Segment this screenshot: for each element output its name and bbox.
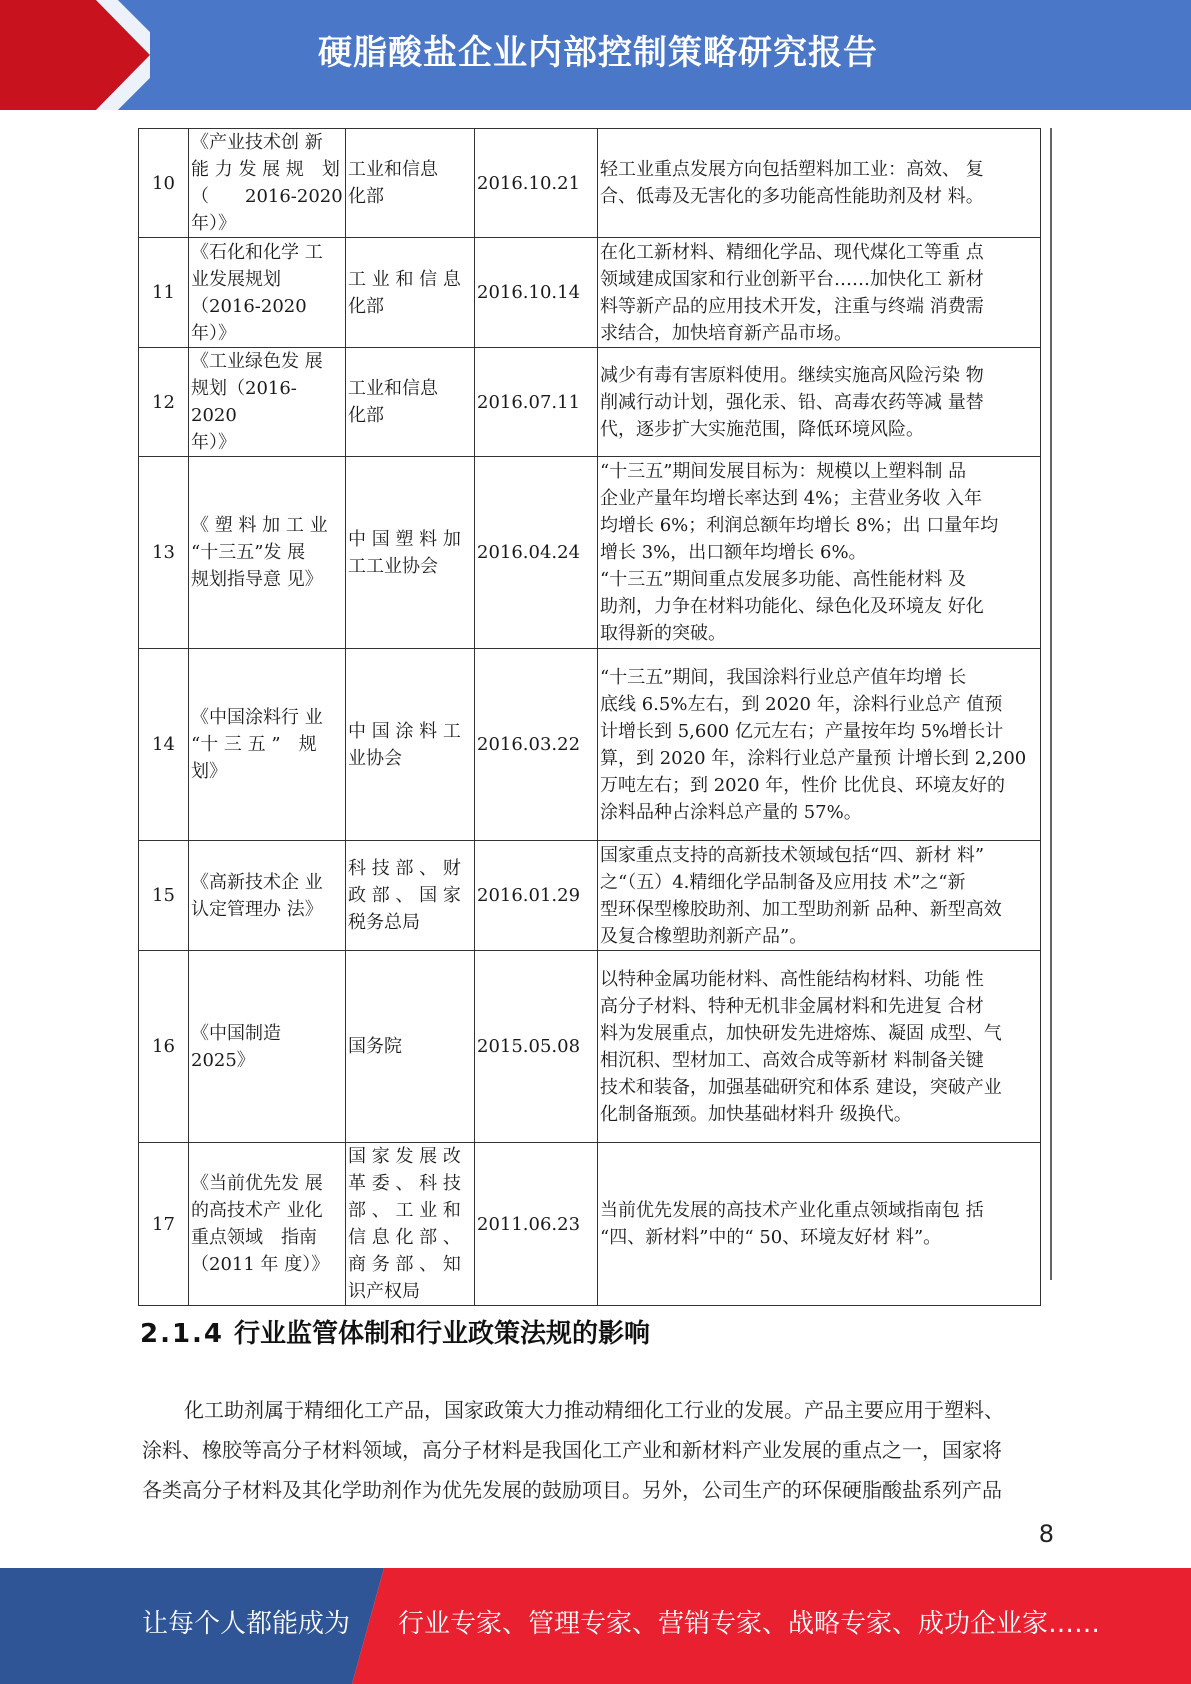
issuing-dept-cell-line: 国务院 bbox=[348, 1036, 402, 1057]
policy-content-cell-line: 涂料品种占涂料总产量的 57%。 bbox=[600, 801, 862, 823]
issuing-dept-cell bbox=[346, 649, 475, 841]
issuing-dept-cell bbox=[346, 1143, 475, 1306]
policy-content-cell-line: 取得新的突破。 bbox=[600, 623, 726, 644]
issuing-dept-cell-line: 工业和信息 bbox=[348, 378, 438, 399]
page-footer bbox=[0, 1568, 1191, 1684]
policy-content-cell-line: 轻工业重点发展方向包括塑料加工业：高效、 复 bbox=[600, 159, 984, 180]
policy-name-cell bbox=[189, 129, 346, 238]
page-header bbox=[0, 0, 1191, 110]
policy-name-cell-line: 《石化和化学 工 bbox=[191, 241, 323, 263]
policy-name-cell-line: 年）》 bbox=[191, 213, 236, 234]
policy-content-cell-line: 料为发展重点，加快研发先进熔炼、凝固 成型、气 bbox=[600, 1022, 1002, 1044]
policy-content-cell-line: 型环保型橡胶助剂、加工型助剂新 品种、新型高效 bbox=[600, 898, 1002, 920]
issuing-dept-cell-line: 化部 bbox=[348, 295, 384, 317]
row-number-cell: 11 bbox=[139, 238, 189, 348]
policy-name-cell-line: 《中国制造 bbox=[191, 1022, 281, 1044]
policy-content-cell-line: 企业产量年均增长率达到 4%；主营业务收 入年 bbox=[600, 488, 982, 509]
policy-content-cell bbox=[598, 348, 1041, 457]
policy-content-cell-line: “四、新材料”中的“ 50、环境友好材 料”。 bbox=[600, 1227, 942, 1248]
policy-name-cell-line: （2011 年 度）》 bbox=[191, 1254, 330, 1275]
report-title: 硬脂酸盐企业内部控制策略研究报告 bbox=[318, 33, 878, 73]
policy-name-cell bbox=[189, 649, 346, 841]
policy-name-cell-line: 《中国涂料行 业 bbox=[191, 707, 323, 728]
issuing-dept-cell bbox=[346, 951, 475, 1143]
issue-date-cell: 2016.10.21 bbox=[475, 129, 598, 238]
issuing-dept-cell bbox=[346, 841, 475, 951]
row-number-cell: 12 bbox=[139, 348, 189, 457]
policy-name-cell-line: 业发展规划 bbox=[191, 268, 281, 290]
policy-content-cell-line: 底线 6.5%左右，到 2020 年，涂料行业总产 值预 bbox=[600, 693, 1003, 715]
row-number-cell: 15 bbox=[139, 841, 189, 951]
policy-content-cell-line: 当前优先发展的高技术产业化重点领域指南包 括 bbox=[600, 1200, 984, 1221]
table-row bbox=[139, 649, 1041, 841]
row-number-cell: 16 bbox=[139, 951, 189, 1143]
table-row bbox=[139, 129, 1041, 238]
policy-name-cell-line: 年）》 bbox=[191, 432, 236, 453]
policy-content-cell-line: 减少有毒有害原料使用。继续实施高风险污染 物 bbox=[600, 364, 984, 386]
policy-content-cell-line: “十三五”期间，我国涂料行业总产值年均增 长 bbox=[600, 666, 967, 688]
issuing-dept-cell-line: 政 部 、 国 家 bbox=[348, 885, 461, 906]
policy-content-cell-line: 求结合，加快培育新产品市场。 bbox=[600, 322, 852, 344]
policy-name-cell-line: 《工业绿色发 展 bbox=[191, 351, 323, 372]
policy-name-cell-line: “十三五”发 展 bbox=[191, 542, 306, 563]
policy-name-cell bbox=[189, 951, 346, 1143]
policy-name-cell-line: 认定管理办 法》 bbox=[191, 898, 323, 920]
section-title: 行业监管体制和行业政策法规的影响 bbox=[234, 1319, 651, 1349]
policy-content-cell-line: 在化工新材料、精细化学品、现代煤化工等重 点 bbox=[600, 241, 984, 263]
issue-date-cell: 2011.06.23 bbox=[475, 1143, 598, 1306]
issuing-dept-cell-line: 识产权局 bbox=[348, 1281, 420, 1302]
issuing-dept-cell-line: 科 技 部 、 财 bbox=[348, 858, 461, 879]
table-row bbox=[139, 238, 1041, 348]
policy-content-cell-line: 化制备瓶颈。加快基础材料升 级换代。 bbox=[600, 1103, 912, 1125]
policy-content-cell-line: 计增长到 5,600 亿元左右；产量按年均 5%增长计 bbox=[600, 720, 1004, 742]
policy-name-cell-line: 规划指导意 见》 bbox=[191, 569, 323, 590]
paragraph-line: 化工助剂属于精细化工产品，国家政策大力推动精细化工行业的发展。产品主要应用于塑料、 bbox=[184, 1398, 1004, 1422]
paragraph-line: 各类高分子材料及其化学助剂作为优先发展的鼓励项目。另外，公司生产的环保硬脂酸盐系列产品 bbox=[142, 1478, 1002, 1502]
policy-content-cell-line: “十三五”期间发展目标为：规模以上塑料制 品 bbox=[600, 461, 967, 482]
table-row bbox=[139, 348, 1041, 457]
footer-slogan-right: 行业专家、管理专家、营销专家、战略专家、成功企业家…… bbox=[398, 1609, 1101, 1639]
issuing-dept-cell-line: 工工业协会 bbox=[348, 555, 438, 577]
row-number-cell: 17 bbox=[139, 1143, 189, 1306]
footer-slogan-left: 让每个人都能成为 bbox=[142, 1609, 351, 1639]
issuing-dept-cell-line: 革 委 、 科 技 bbox=[348, 1173, 461, 1194]
table-row bbox=[139, 841, 1041, 951]
policy-name-cell bbox=[189, 841, 346, 951]
policy-name-cell bbox=[189, 238, 346, 348]
issuing-dept-cell-line: 中 国 涂 料 工 bbox=[348, 720, 461, 742]
policy-name-cell-line: 《产业技术创 新 bbox=[191, 132, 323, 153]
issue-date-cell: 2015.05.08 bbox=[475, 951, 598, 1143]
issue-date-cell: 2016.10.14 bbox=[475, 238, 598, 348]
policy-name-cell-line: 规划（2016- 2020 bbox=[191, 378, 297, 426]
policy-name-cell-line: 《 塑 料 加 工 业 bbox=[191, 515, 328, 536]
table-row bbox=[139, 457, 1041, 649]
issue-date-cell: 2016.03.22 bbox=[475, 649, 598, 841]
policy-table bbox=[138, 128, 1041, 1306]
policy-content-cell-line: 之“（五）4.精细化学品制备及应用技 术”之“新 bbox=[600, 871, 966, 893]
policy-name-cell-line: “十 三 五 ” 规 bbox=[191, 734, 317, 755]
header-arrow-decoration bbox=[0, 0, 150, 110]
issuing-dept-cell bbox=[346, 348, 475, 457]
issuing-dept-cell-line: 国 家 发 展 改 bbox=[348, 1146, 461, 1167]
issue-date-cell: 2016.07.11 bbox=[475, 348, 598, 457]
section-number: 2.1.4 bbox=[140, 1319, 225, 1349]
policy-content-cell-line: 料等新产品的应用技术开发，注重与终端 消费需 bbox=[600, 295, 984, 317]
policy-content-cell bbox=[598, 649, 1041, 841]
policy-content-cell-line: 均增长 6%；利润总额年均增长 8%；出 口量年均 bbox=[600, 515, 999, 536]
issuing-dept-cell bbox=[346, 238, 475, 348]
policy-content-cell-line: 万吨左右；到 2020 年，性价 比优良、环境友好的 bbox=[600, 774, 1005, 796]
paragraph-line: 涂料、橡胶等高分子材料领域，高分子材料是我国化工产业和新材料产业发展的重点之一，国家将 bbox=[142, 1438, 1002, 1462]
policy-name-cell-line: （2016-2020 bbox=[191, 295, 307, 317]
policy-content-cell-line: 国家重点支持的高新技术领域包括“四、新材 料” bbox=[600, 844, 985, 866]
row-number-cell: 14 bbox=[139, 649, 189, 841]
policy-name-cell bbox=[189, 457, 346, 649]
issuing-dept-cell-line: 中 国 塑 料 加 bbox=[348, 528, 461, 550]
issuing-dept-cell-line: 商 务 部 、 知 bbox=[348, 1254, 461, 1275]
issuing-dept-cell-line: 业协会 bbox=[348, 747, 402, 769]
policy-name-cell-line: 《当前优先发 展 bbox=[191, 1173, 323, 1194]
policy-content-cell-line: 高分子材料、特种无机非金属材料和先进复 合材 bbox=[600, 995, 984, 1017]
table-row bbox=[139, 951, 1041, 1143]
policy-name-cell-line: （ 2016-2020 bbox=[191, 186, 343, 207]
policy-content-cell-line: 以特种金属功能材料、高性能结构材料、功能 性 bbox=[600, 968, 984, 990]
policy-name-cell bbox=[189, 348, 346, 457]
policy-content-cell bbox=[598, 841, 1041, 951]
policy-content-cell bbox=[598, 238, 1041, 348]
section-paragraph bbox=[142, 1390, 1048, 1510]
policy-content-cell-line: 算，到 2020 年，涂料行业总产量预 计增长到 2,200 bbox=[600, 747, 1027, 769]
policy-content-cell bbox=[598, 457, 1041, 649]
issuing-dept-cell bbox=[346, 129, 475, 238]
section-heading bbox=[140, 1314, 650, 1354]
policy-name-cell-line: 《高新技术企 业 bbox=[191, 871, 323, 893]
policy-name-cell-line: 划》 bbox=[191, 761, 227, 782]
policy-content-cell-line: 相沉积、型材加工、高效合成等新材 料制备关键 bbox=[600, 1049, 984, 1071]
policy-name-cell-line: 能 力 发 展 规 划 bbox=[191, 159, 340, 180]
issuing-dept-cell-line: 部 、 工 业 和 bbox=[348, 1200, 461, 1221]
issuing-dept-cell bbox=[346, 457, 475, 649]
row-number-cell: 10 bbox=[139, 129, 189, 238]
policy-content-cell-line: 合、低毒及无害化的多功能高性能助剂及材 料。 bbox=[600, 186, 984, 207]
policy-content-cell-line: 助剂，力争在材料功能化、绿色化及环境友 好化 bbox=[600, 596, 984, 617]
issuing-dept-cell-line: 化部 bbox=[348, 186, 384, 207]
policy-content-cell bbox=[598, 129, 1041, 238]
table-right-border bbox=[1050, 128, 1052, 1280]
issuing-dept-cell-line: 化部 bbox=[348, 405, 384, 426]
policy-name-cell-line: 2025》 bbox=[191, 1049, 255, 1071]
policy-name-cell bbox=[189, 1143, 346, 1306]
policy-content-cell-line: 领域建成国家和行业创新平台……加快化工 新材 bbox=[600, 268, 984, 290]
issuing-dept-cell-line: 工业和信息 bbox=[348, 159, 438, 180]
issue-date-cell: 2016.01.29 bbox=[475, 841, 598, 951]
policy-content-cell-line: “十三五”期间重点发展多功能、高性能材料 及 bbox=[600, 569, 967, 590]
table-row bbox=[139, 1143, 1041, 1306]
policy-content-cell-line: 及复合橡塑助剂新产品”。 bbox=[600, 925, 808, 947]
policy-content-cell-line: 削减行动计划，强化汞、铅、高毒农药等减 量替 bbox=[600, 391, 984, 413]
policy-content-cell bbox=[598, 1143, 1041, 1306]
issuing-dept-cell-line: 工 业 和 信 息 bbox=[348, 268, 461, 290]
issue-date-cell: 2016.04.24 bbox=[475, 457, 598, 649]
policy-content-cell bbox=[598, 951, 1041, 1143]
row-number-cell: 13 bbox=[139, 457, 189, 649]
policy-name-cell-line: 重点领域 指南 bbox=[191, 1227, 317, 1248]
policy-name-cell-line: 年）》 bbox=[191, 322, 236, 344]
policy-content-cell-line: 增长 3%，出口额年均增长 6%。 bbox=[600, 542, 867, 563]
issuing-dept-cell-line: 信 息 化 部 、 bbox=[348, 1227, 461, 1248]
policy-content-cell-line: 代，逐步扩大实施范围，降低环境风险。 bbox=[600, 418, 924, 440]
page-number: 8 bbox=[1038, 1520, 1054, 1548]
issuing-dept-cell-line: 税务总局 bbox=[348, 912, 420, 933]
policy-content-cell-line: 技术和装备，加强基础研究和体系 建设，突破产业 bbox=[600, 1076, 1002, 1098]
policy-name-cell-line: 的高技术产 业化 bbox=[191, 1200, 323, 1221]
